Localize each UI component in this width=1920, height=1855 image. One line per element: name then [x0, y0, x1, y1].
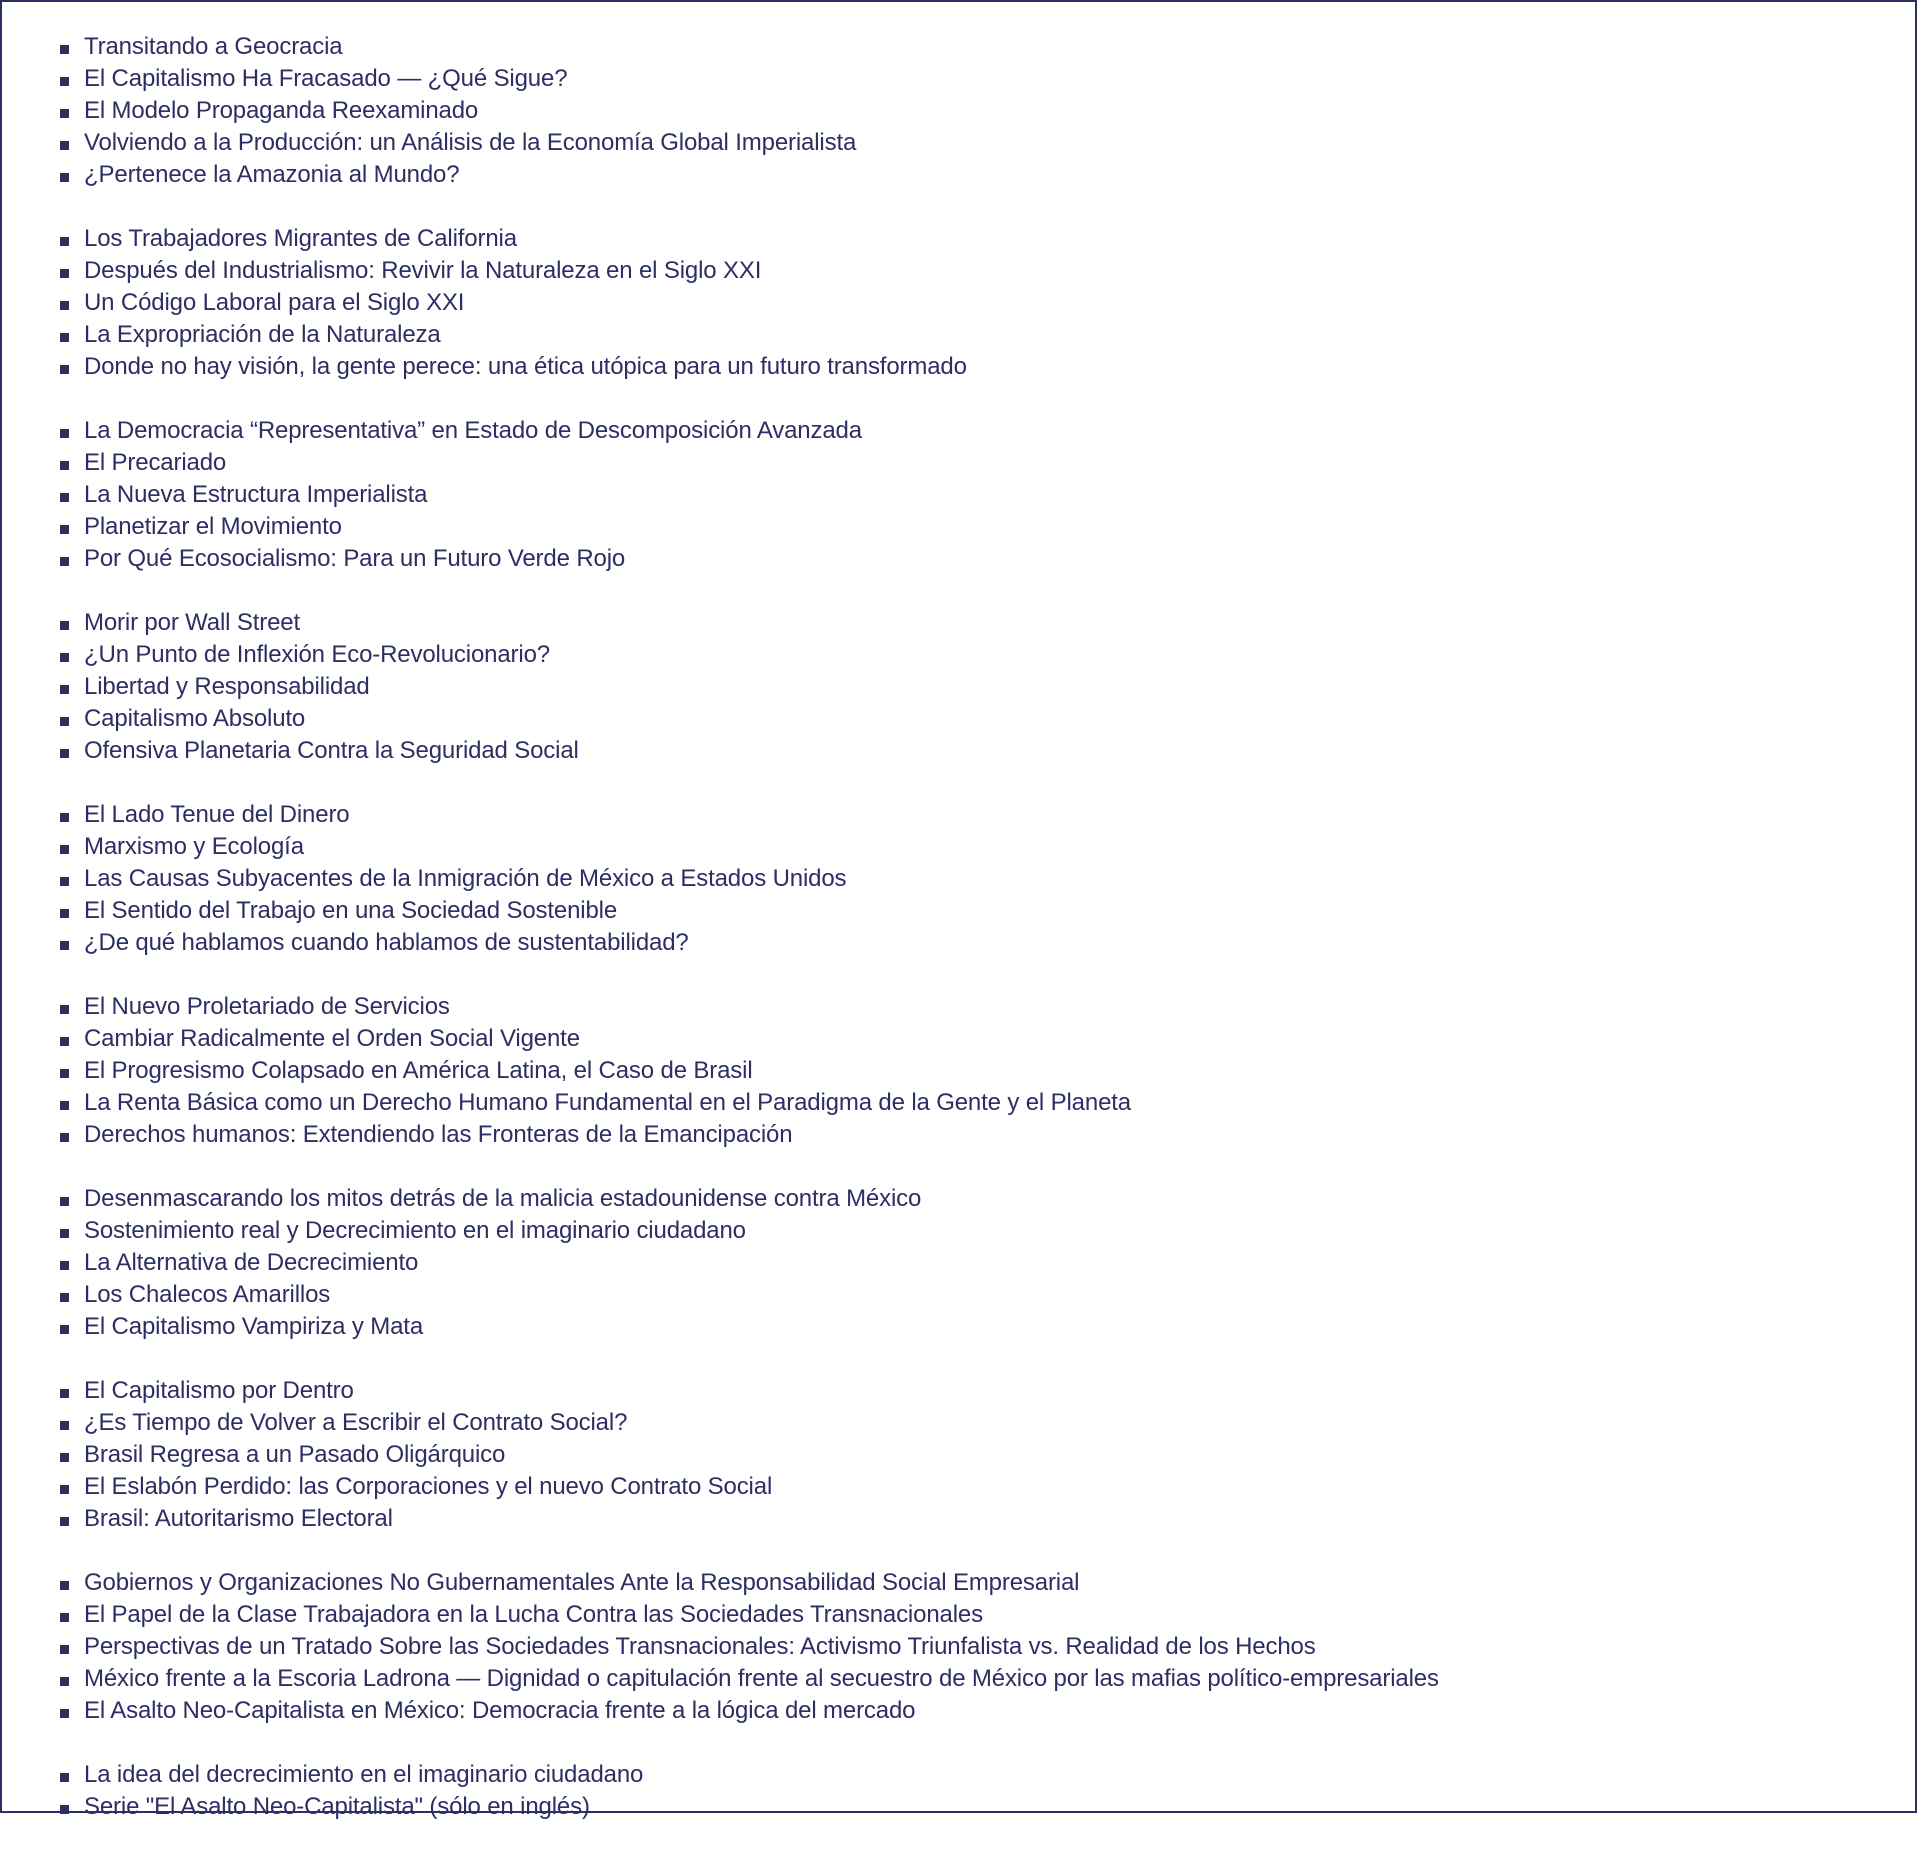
list-item [56, 543, 1895, 575]
list-item [56, 703, 1895, 735]
square-bullet-icon [60, 333, 69, 342]
list-item [56, 447, 1895, 479]
square-bullet-icon [60, 1005, 69, 1014]
article-link[interactable]: La Nueva Estructura Imperialista [84, 481, 428, 508]
square-bullet-icon [60, 45, 69, 54]
square-bullet-icon [60, 429, 69, 438]
list-item [56, 1055, 1895, 1087]
list-item [56, 1311, 1895, 1343]
list-item [56, 1663, 1895, 1695]
list-item [56, 863, 1895, 895]
article-link[interactable]: Libertad y Responsabilidad [84, 673, 370, 700]
list-item [56, 319, 1895, 351]
article-link[interactable]: Morir por Wall Street [84, 609, 301, 636]
list-item [56, 351, 1895, 383]
square-bullet-icon [60, 1453, 69, 1462]
square-bullet-icon [60, 845, 69, 854]
article-link[interactable]: El Modelo Propaganda Reexaminado [84, 97, 479, 124]
article-link[interactable]: Por Qué Ecosocialismo: Para un Futuro Verde Rojo [84, 545, 626, 572]
square-bullet-icon [60, 1517, 69, 1526]
article-link[interactable]: Derechos humanos: Extendiendo las Fronteras de la Emancipación [84, 1121, 793, 1148]
article-link[interactable]: Planetizar el Movimiento [84, 513, 342, 540]
article-link[interactable]: Después del Industrialismo: Revivir la Naturaleza en el Siglo XXI [84, 257, 762, 284]
article-link[interactable]: Ofensiva Planetaria Contra la Seguridad Social [84, 737, 579, 764]
square-bullet-icon [60, 1613, 69, 1622]
square-bullet-icon [60, 1197, 69, 1206]
square-bullet-icon [60, 1581, 69, 1590]
article-link[interactable]: Gobiernos y Organizaciones No Gubernamentales Ante la Responsabilidad Social Empresarial [84, 1569, 1080, 1596]
square-bullet-icon [60, 173, 69, 182]
article-link[interactable]: ¿Pertenece la Amazonia al Mundo? [84, 161, 460, 188]
list-item [56, 831, 1895, 863]
article-link[interactable]: ¿De qué hablamos cuando hablamos de sustentabilidad? [84, 929, 689, 956]
article-link[interactable]: El Eslabón Perdido: las Corporaciones y el nuevo Contrato Social [84, 1473, 773, 1500]
square-bullet-icon [60, 141, 69, 150]
article-group [56, 1567, 1895, 1727]
article-link[interactable]: La Democracia “Representativa” en Estado de Descomposición Avanzada [84, 417, 862, 444]
square-bullet-icon [60, 877, 69, 886]
article-link[interactable]: El Nuevo Proletariado de Servicios [84, 993, 450, 1020]
list-item [56, 1215, 1895, 1247]
list-item [56, 735, 1895, 767]
square-bullet-icon [60, 717, 69, 726]
square-bullet-icon [60, 941, 69, 950]
square-bullet-icon [60, 301, 69, 310]
list-item [56, 1503, 1895, 1535]
square-bullet-icon [60, 1421, 69, 1430]
square-bullet-icon [60, 621, 69, 630]
list-item [56, 127, 1895, 159]
square-bullet-icon [60, 909, 69, 918]
square-bullet-icon [60, 1325, 69, 1334]
article-group [56, 607, 1895, 767]
list-item [56, 1567, 1895, 1599]
square-bullet-icon [60, 653, 69, 662]
list-item [56, 1695, 1895, 1727]
list-item [56, 799, 1895, 831]
article-link[interactable]: Los Trabajadores Migrantes de California [84, 225, 517, 252]
article-link[interactable]: ¿Un Punto de Inflexión Eco-Revolucionario? [84, 641, 550, 668]
article-link[interactable]: El Papel de la Clase Trabajadora en la Lucha Contra las Sociedades Transnacionales [84, 1601, 983, 1628]
article-link[interactable]: Donde no hay visión, la gente perece: una ética utópica para un futuro transformado [84, 353, 967, 380]
list-item [56, 159, 1895, 191]
list-item [56, 927, 1895, 959]
article-link[interactable]: ¿Es Tiempo de Volver a Escribir el Contrato Social? [84, 1409, 628, 1436]
list-item [56, 1183, 1895, 1215]
article-link[interactable]: El Progresismo Colapsado en América Latina, el Caso de Brasil [84, 1057, 753, 1084]
list-item [56, 1247, 1895, 1279]
square-bullet-icon [60, 1805, 69, 1814]
list-item [56, 671, 1895, 703]
article-link[interactable]: La Renta Básica como un Derecho Humano Fundamental en el Paradigma de la Gente y el Planeta [84, 1089, 1131, 1116]
article-group [56, 799, 1895, 959]
article-link[interactable]: La Alternativa de Decrecimiento [84, 1249, 419, 1276]
list-item [56, 1407, 1895, 1439]
square-bullet-icon [60, 1293, 69, 1302]
square-bullet-icon [60, 493, 69, 502]
article-link[interactable]: Las Causas Subyacentes de la Inmigración de México a Estados Unidos [84, 865, 847, 892]
article-link[interactable]: Brasil Regresa a un Pasado Oligárquico [84, 1441, 506, 1468]
square-bullet-icon [60, 1037, 69, 1046]
square-bullet-icon [60, 1645, 69, 1654]
article-group [56, 1375, 1895, 1535]
list-item [56, 1279, 1895, 1311]
square-bullet-icon [60, 77, 69, 86]
article-group [56, 1759, 1895, 1823]
article-link[interactable]: El Lado Tenue del Dinero [84, 801, 350, 828]
list-item [56, 1087, 1895, 1119]
square-bullet-icon [60, 1709, 69, 1718]
square-bullet-icon [60, 685, 69, 694]
square-bullet-icon [60, 1069, 69, 1078]
article-link[interactable]: El Sentido del Trabajo en una Sociedad Sostenible [84, 897, 618, 924]
list-item [56, 1375, 1895, 1407]
square-bullet-icon [60, 1133, 69, 1142]
list-item [56, 1599, 1895, 1631]
square-bullet-icon [60, 1389, 69, 1398]
list-item [56, 1631, 1895, 1663]
list-item [56, 415, 1895, 447]
list-item [56, 895, 1895, 927]
list-item [56, 1759, 1895, 1791]
list-item [56, 63, 1895, 95]
list-item [56, 31, 1895, 63]
list-item [56, 1791, 1895, 1823]
square-bullet-icon [60, 1677, 69, 1686]
article-link[interactable]: México frente a la Escoria Ladrona — Dignidad o capitulación frente al secuestro de México por las mafias político-empresariales [84, 1665, 1439, 1692]
square-bullet-icon [60, 813, 69, 822]
article-link[interactable]: El Capitalismo Ha Fracasado — ¿Qué Sigue? [84, 65, 568, 92]
square-bullet-icon [60, 269, 69, 278]
article-link[interactable]: Un Código Laboral para el Siglo XXI [84, 289, 465, 316]
article-link[interactable]: Desenmascarando los mitos detrás de la malicia estadounidense contra México [84, 1185, 922, 1212]
list-item [56, 255, 1895, 287]
article-link[interactable]: Brasil: Autoritarismo Electoral [84, 1505, 393, 1532]
article-link[interactable]: Transitando a Geocracia [84, 33, 343, 60]
article-link[interactable]: Perspectivas de un Tratado Sobre las Sociedades Transnacionales: Activismo Triunfalista vs. Realidad de los Hechos [84, 1633, 1316, 1660]
list-item [56, 479, 1895, 511]
article-link[interactable]: El Precariado [84, 449, 227, 476]
list-item [56, 607, 1895, 639]
list-item [56, 1439, 1895, 1471]
list-item [56, 1023, 1895, 1055]
list-item [56, 1119, 1895, 1151]
article-link[interactable]: Capitalismo Absoluto [84, 705, 306, 732]
article-link[interactable]: El Capitalismo por Dentro [84, 1377, 354, 1404]
article-link[interactable]: Marxismo y Ecología [84, 833, 304, 860]
square-bullet-icon [60, 1773, 69, 1782]
square-bullet-icon [60, 237, 69, 246]
article-link[interactable]: Cambiar Radicalmente el Orden Social Vigente [84, 1025, 580, 1052]
article-group [56, 1183, 1895, 1343]
square-bullet-icon [60, 365, 69, 374]
square-bullet-icon [60, 1261, 69, 1270]
list-item [56, 639, 1895, 671]
article-link[interactable]: Volviendo a la Producción: un Análisis de la Economía Global Imperialista [84, 129, 857, 156]
article-group [56, 415, 1895, 575]
square-bullet-icon [60, 1485, 69, 1494]
list-item [56, 95, 1895, 127]
article-link[interactable]: Serie "El Asalto Neo-Capitalista" (sólo en inglés) [84, 1793, 590, 1820]
article-link[interactable]: La Expropriación de la Naturaleza [84, 321, 441, 348]
article-link[interactable]: Sostenimiento real y Decrecimiento en el imaginario ciudadano [84, 1217, 746, 1244]
list-item [56, 1471, 1895, 1503]
article-link[interactable]: Los Chalecos Amarillos [84, 1281, 331, 1308]
article-link[interactable]: El Capitalismo Vampiriza y Mata [84, 1313, 424, 1340]
square-bullet-icon [60, 525, 69, 534]
square-bullet-icon [60, 109, 69, 118]
square-bullet-icon [60, 461, 69, 470]
square-bullet-icon [60, 1101, 69, 1110]
article-group [56, 223, 1895, 383]
article-group [56, 991, 1895, 1151]
list-item [56, 991, 1895, 1023]
article-link[interactable]: El Asalto Neo-Capitalista en México: Democracia frente a la lógica del mercado [84, 1697, 916, 1724]
square-bullet-icon [60, 557, 69, 566]
article-link[interactable]: La idea del decrecimiento en el imaginario ciudadano [84, 1761, 644, 1788]
square-bullet-icon [60, 1229, 69, 1238]
article-list [56, 31, 1895, 1855]
article-group [56, 31, 1895, 191]
list-item [56, 287, 1895, 319]
list-item [56, 223, 1895, 255]
list-item [56, 511, 1895, 543]
square-bullet-icon [60, 749, 69, 758]
